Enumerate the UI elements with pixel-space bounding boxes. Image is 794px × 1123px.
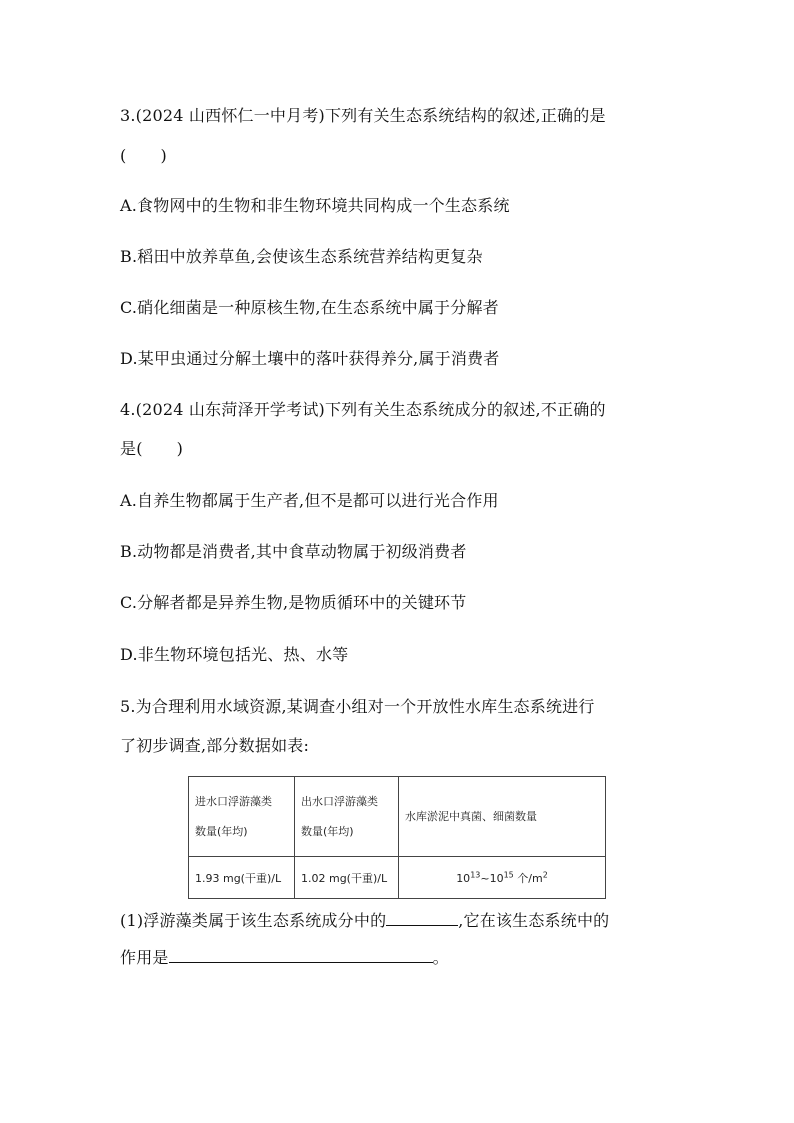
cell-inlet-value: 1.93 mg(干重)/L	[189, 857, 295, 899]
q4-stem-line2: 是( )	[120, 439, 184, 458]
header-sediment-microbes: 水库淤泥中真菌、细菌数量	[399, 777, 606, 857]
q3-stem-line2: ( )	[120, 146, 167, 165]
answer-blank-role[interactable]	[169, 946, 433, 963]
q4-option-c: C.分解者都是异养生物,是物质循环中的关键环节	[120, 593, 467, 612]
survey-data-table	[188, 776, 606, 899]
table-header-row	[189, 777, 606, 857]
q5-sub1-line2: 作用是 。	[120, 948, 449, 967]
q3-option-c: C.硝化细菌是一种原核生物,在生态系统中属于分解者	[120, 298, 499, 317]
header-inlet-algae: 进水口浮游藻类 数量(年均)	[189, 777, 295, 857]
q4-stem-line1: 4.(2024 山东菏泽开学考试)下列有关生态系统成分的叙述,不正确的	[120, 400, 606, 419]
q4-option-a: A.自养生物都属于生产者,但不是都可以进行光合作用	[120, 491, 499, 510]
q3-stem-line1: 3.(2024 山西怀仁一中月考)下列有关生态系统结构的叙述,正确的是	[120, 106, 606, 125]
q3-option-a: A.食物网中的生物和非生物环境共同构成一个生态系统	[120, 196, 510, 215]
table-row	[189, 857, 606, 899]
answer-blank-component[interactable]	[386, 909, 458, 926]
q4-option-d: D.非生物环境包括光、热、水等	[120, 645, 349, 664]
cell-outlet-value: 1.02 mg(干重)/L	[295, 857, 399, 899]
q5-stem-line1: 5.为合理利用水域资源,某调查小组对一个开放性水库生态系统进行	[120, 697, 595, 716]
header-outlet-algae: 出水口浮游藻类 数量(年均)	[295, 777, 399, 857]
q5-stem-line2: 了初步调查,部分数据如表:	[120, 736, 310, 755]
q3-option-d: D.某甲虫通过分解土壤中的落叶获得养分,属于消费者	[120, 349, 500, 368]
cell-microbe-range: $10^{13}\sim 10^{15}$ 个$/m^2$	[399, 857, 606, 899]
q4-option-b: B.动物都是消费者,其中食草动物属于初级消费者	[120, 542, 467, 561]
q5-sub1-line1: (1)浮游藻类属于该生态系统成分中的 ,它在该生态系统中的	[120, 911, 610, 930]
q3-option-b: B.稻田中放养草鱼,会使该生态系统营养结构更复杂	[120, 247, 483, 266]
